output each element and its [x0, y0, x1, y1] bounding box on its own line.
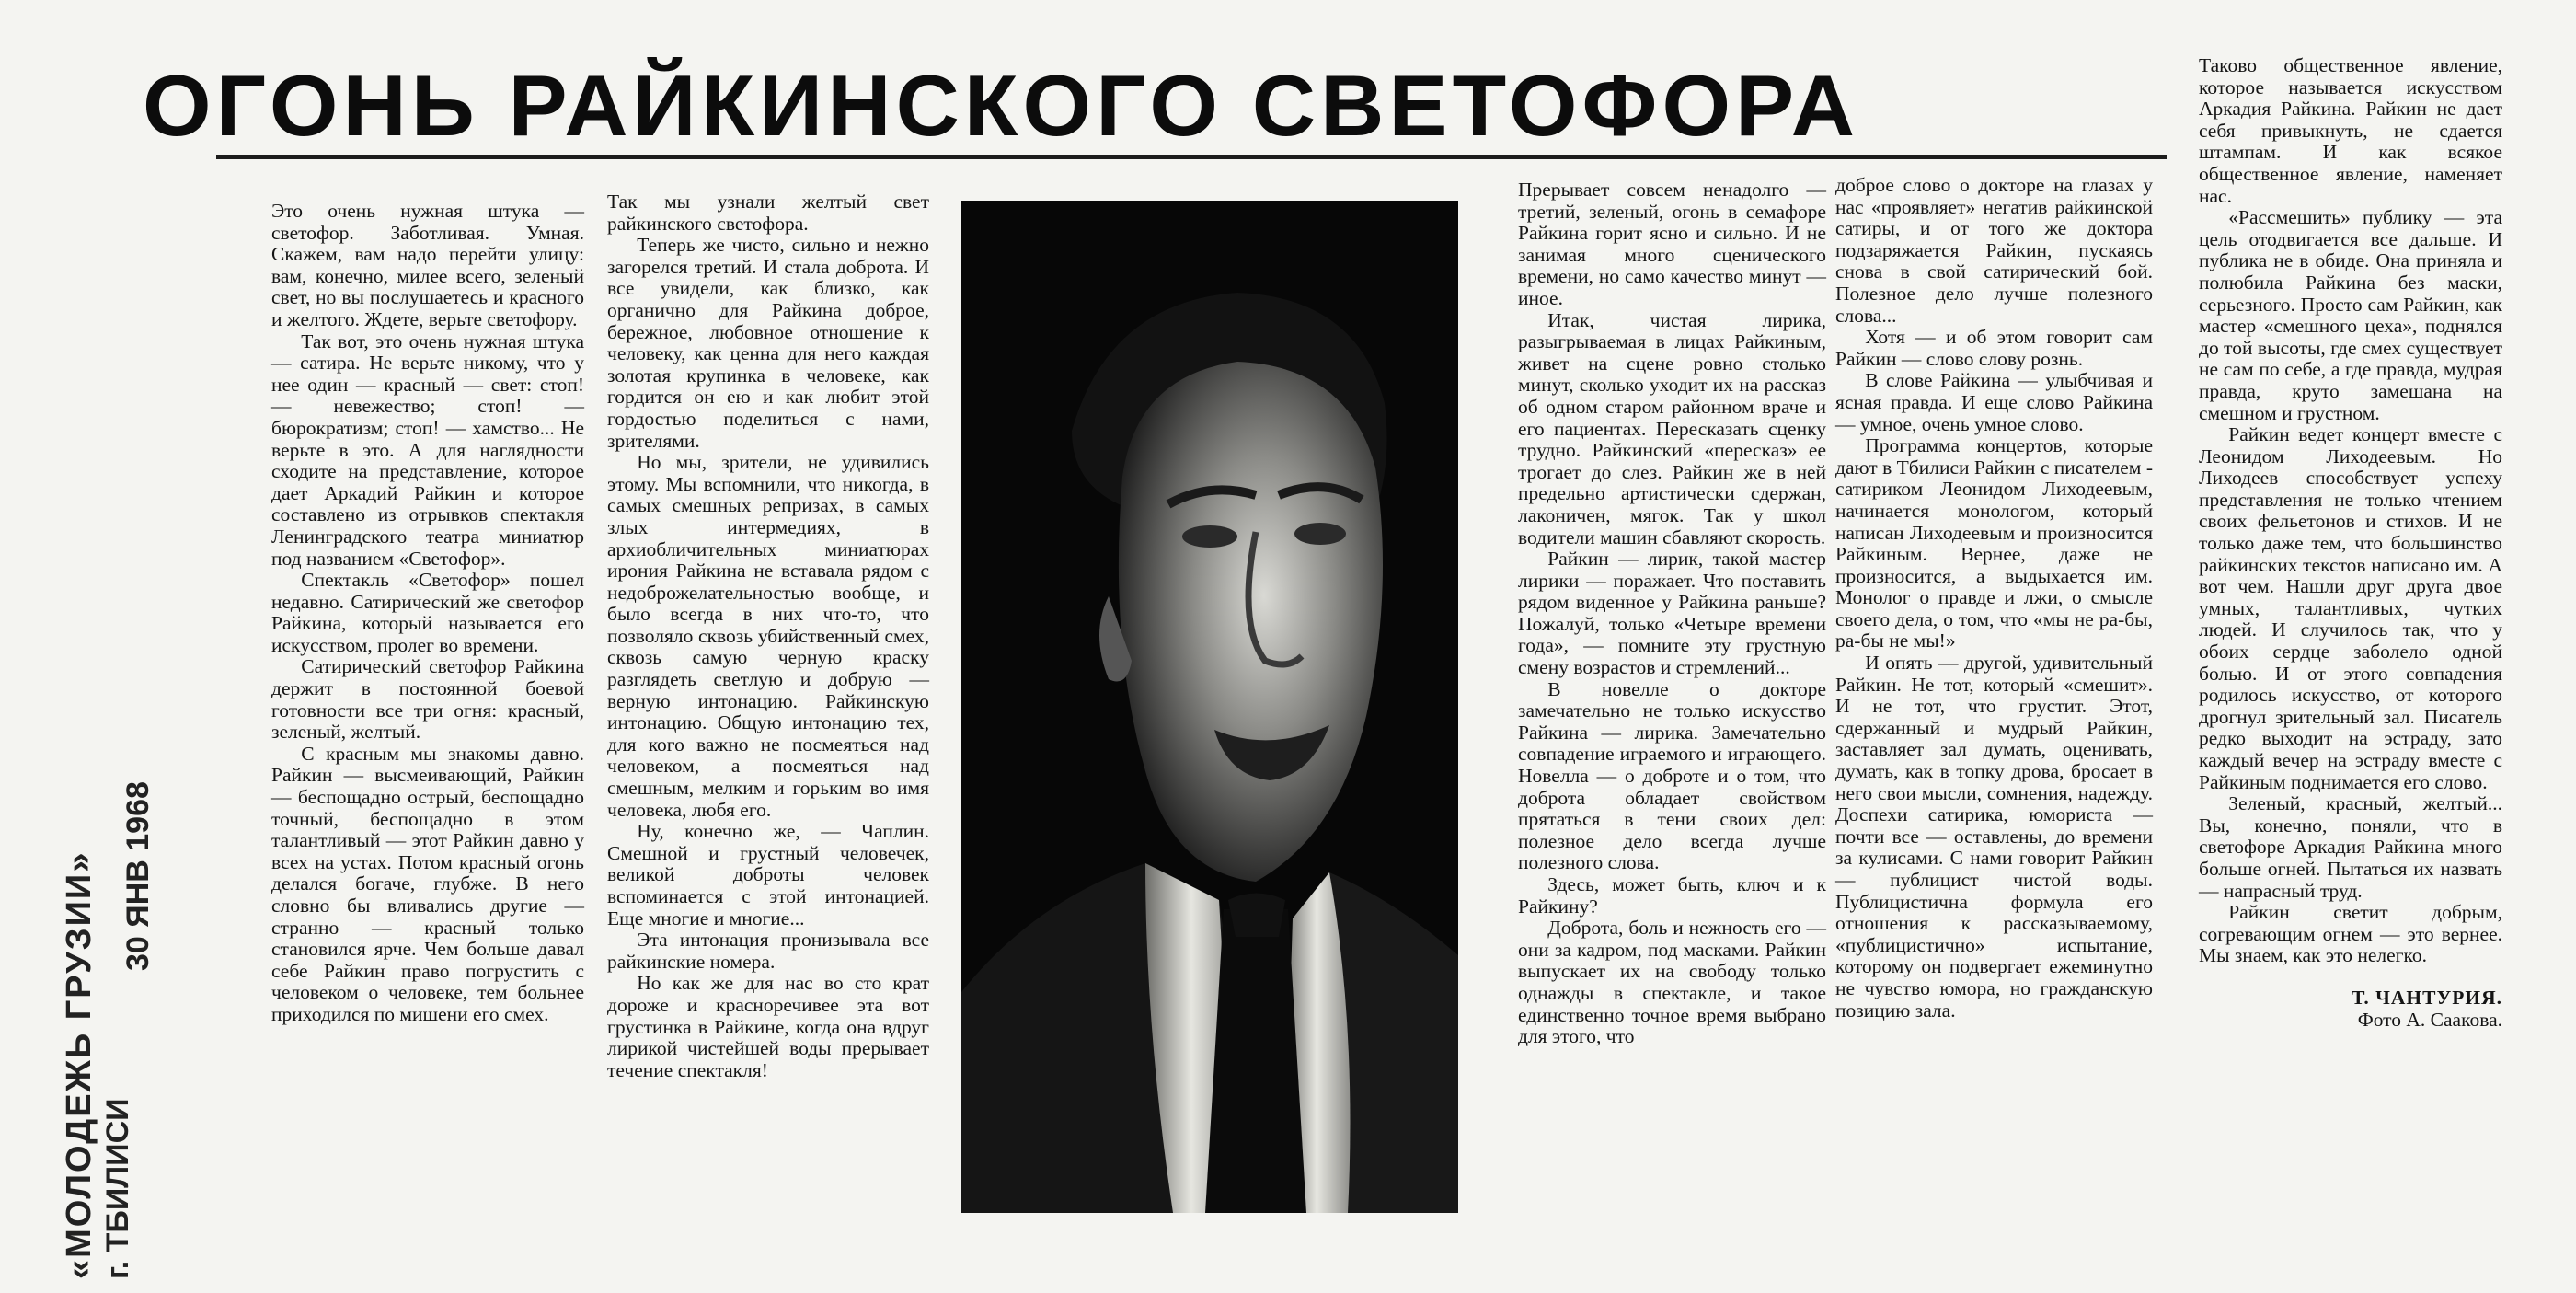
archive-stamp: [35, 580, 155, 1279]
headline-rule: [216, 155, 2167, 159]
paragraph: Таково общественное явление, которое называется искусством Аркадия Райкина. Райкин не дает себя привыкнуть, не сдается штампам. И как всякое общественное явление, наменяет нас.: [2199, 54, 2502, 207]
paragraph: Но мы, зрители, не удивились этому. Мы вспомнили, что никогда, в самых смешных репризах, в самых злых интермедиях, в архиобличительных миниатюрах ирония Райкина не вставала рядом с недоброжелательностью вообще, и было всегда в них что-то, что позволяло сквозь убийственный смех, сквозь самую черную краску разглядеть светлую и добрую — верную интонацию. Райкинскую интонацию. Общую интонацию тех, для кого важно не посмеяться над человеком, а посмеяться над смешным, мелким и горьким во имя человека, любя его.: [607, 451, 929, 821]
article-column-1: [271, 201, 584, 1026]
paragraph: Так мы узнали желтый свет райкинского светофора.: [607, 190, 929, 235]
paragraph: Но как же для нас во сто крат дороже и красноречивее эта вот грустинка в Райкине, когда она вдруг лирикой чистейшей воды прерывает течение спектакля!: [607, 972, 929, 1081]
article-column-6: [2199, 55, 2502, 1031]
paragraph: Ну, конечно же, — Чаплин. Смешной и грустный человечек, великой доброты человек вспоминается с этой интонацией. Еще многие и многие...: [607, 820, 929, 929]
paragraph: Райкин светит добрым, согревающим огнем — это вернее. Мы знаем, как это нелегко.: [2199, 901, 2502, 967]
paragraph: Теперь же чисто, сильно и нежно загорелся третий. И стала доброта. И все увидели, как близко, как органично для Райкина доброе, бережное, любовное отношение к человеку, как ценна для него каждая золотая крупинка в человеке, как гордится он ею и как любит этой гордостью поделиться с нами, зрителями.: [607, 234, 929, 452]
paragraph: Спектакль «Светофор» пошел недавно. Сатирический же светофор Райкина, который называется его искусством, пролег во времени.: [271, 569, 584, 656]
paragraph: Так вот, это очень нужная штука — сатира. Не верьте никому, что у нее один — красный — свет: стоп! — невежество; стоп! — бюрократизм; стоп! — хамство... Не верьте в это. А для наглядности сходите на представление, которое дает Аркадий Райкин и которое составлено из отрывков спектакля Ленинградского театра миниатюр под названием «Светофор».: [271, 329, 584, 570]
author-name: Т. ЧАНТУРИЯ.: [2352, 986, 2502, 1009]
article-column-5: [1835, 175, 2153, 1022]
paragraph: Программа концертов, которые дают в Тбилиси Райкин с писателем - сатириком Леонидом Лиходеевым, начинается монологом, который написан Лиходеевым и произносится Райкиным. Вернее, даже не произносится, а выдыхается им. Монолог о правде и лжи, о смысле своего дела, о том, что «мы не ра-бы, ра-бы не мы!»: [1835, 434, 2153, 652]
paragraph: «Рассмешить» публику — эта цель отодвигается все дальше. И публика не в обиде. Она приняла и полюбила Райкина без маски, серьезного. Просто сам Райкин, как мастер «смешного цеха», поднялся до той высоты, где смех существует не сам по себе, а где правда, мудрая правда, круто замешана на смешном и грустном.: [2199, 206, 2502, 424]
paragraph: Райкин ведет концерт вместе с Леонидом Лиходеевым. Но Лиходеев способствует успеху представления не только чтением своих фельетонов и стихов. И не только даже тем, что большинство райкинских текстов написано им. А вот чем. Нашли друг друга двое умных, талантливых, чутких людей. И случилось так, что у обоих сердце заболело одной болью. И от этого совпадения родилось искусство, от которого дрогнул зрительный зал. Писатель редко выходит на эстраду, зато каждый вечер на эстраду вместе с Райкиным поднимается его слово.: [2199, 423, 2502, 793]
paragraph: В новелле о докторе замечательно не только искусство Райкина — лирика. Замечательно совпадение играемого и играющего. Новелла — о доброте и о том, что доброта обладает свойством прятаться в тени своих дел: полезное дело всегда лучше полезного слова.: [1518, 677, 1826, 874]
stamp-newspaper-name: «МОЛОДЕЖЬ ГРУЗИИ»: [60, 850, 98, 1279]
paragraph: Сатирический светофор Райкина держит в постоянной боевой готовности все три огня: красный, зеленый, желтый.: [271, 655, 584, 744]
portrait-image: [961, 201, 1458, 1213]
article-headline: ОГОНЬ РАЙКИНСКОГО СВЕТОФОРА: [143, 57, 1860, 154]
paragraph: Здесь, может быть, ключ и к Райкину?: [1518, 873, 1826, 918]
paragraph: Зеленый, красный, желтый... Вы, конечно, поняли, что в светофоре Аркадия Райкина много больше огней. Пытаться их назвать — напрасный труд.: [2199, 792, 2502, 902]
article-column-4: [1518, 179, 1826, 1048]
paragraph: Доброта, боль и нежность его — они за кадром, под масками. Райкин выпускает их на свободу только однажды в спектакле, и такое единственно точное время выбрано для этого, что: [1518, 917, 1826, 1048]
paragraph: доброе слово о докторе на глазах у нас «проявляет» негатив райкинской сатиры, и от того же доктора подзаряжается Райкин, пускаясь снова в свой сатирический бой. Полезное дело лучше полезного слова...: [1835, 174, 2153, 327]
paragraph: В слове Райкина — улыбчивая и ясная правда. И еще слово Райкина — умное, очень умное слово.: [1835, 369, 2153, 435]
paragraph: Хотя — и об этом говорит сам Райкин — слово слову рознь.: [1835, 326, 2153, 370]
article-column-2: [607, 191, 929, 1081]
stamp-date: 30 ЯНВ 1968: [121, 781, 155, 971]
paragraph: С красным мы знакомы давно. Райкин — высмеивающий, Райкин — беспощадно острый, беспощадно точный, беспощадно в этом талантливый — этот Райкин давно у всех на устах. Потом красный огонь делался богаче, глубже. В него словно бы вливались другие — странно — красный только становился ярче. Чем больше давал себе Райкин право погрустить с человеком о человеке, тем больнее приходился по мишени его смех.: [271, 742, 584, 1025]
stamp-city: г. ТБИЛИСИ: [100, 1098, 135, 1279]
paragraph: Прерывает совсем ненадолго — третий, зеленый, огонь в семафоре Райкина горит ясно и сильно. И не занимая много сценического времени, но само качество минут — иное.: [1518, 179, 1826, 309]
article-signoff: [2199, 987, 2502, 1031]
paragraph: Итак, чистая лирика, разыгрываемая в лицах Райкиным, живет на сцене ровно столько минут, сколько уходит их на рассказ об одном старом районном враче и его пациентах. Пересказать сценку трудно. Райкинский «пересказ» ее трогает до слез. Райкин же в ней предельно артистически сдержан, лаконичен, мягок. Так у школ водители машин сбавляют скорость.: [1518, 308, 1826, 548]
paragraph: Райкин — лирик, такой мастер лирики — поражает. Что поставить рядом виденное у Райкина раньше? Пожалуй, только «Четыре времени года», — помните эту грустную смену возрастов и стремлений...: [1518, 548, 1826, 679]
portrait-photo: [961, 201, 1458, 1213]
paragraph: И опять — другой, удивительный Райкин. Не тот, который «смешит». И не тот, что грустит. Этот, сдержанный и мудрый Райкин, заставляет зал думать, оценивать, думать, как в топку дрова, бросает в него свои мысли, сомнения, надежду. Доспехи сатирика, юмориста — почти все — оставлены, до времени за кулисами. С нами говорит Райкин — публицист чистой воды. Публицистична формула его отношения к рассказываемому, «публицистично» испытание, которому он подвергает ежеминутно не чувство юмора, но гражданскую позицию зала.: [1835, 652, 2153, 1022]
photo-credit: Фото А. Саакова.: [2357, 1008, 2502, 1031]
paragraph: Это очень нужная штука — светофор. Заботливая. Умная. Скажем, вам надо перейти улицу: вам, конечно, милее всего, зеленый свет, но вы послушаетесь и красного и желтого. Ждете, верьте светофору.: [271, 200, 584, 330]
paragraph: Эта интонация пронизывала все райкинские номера.: [607, 929, 929, 973]
